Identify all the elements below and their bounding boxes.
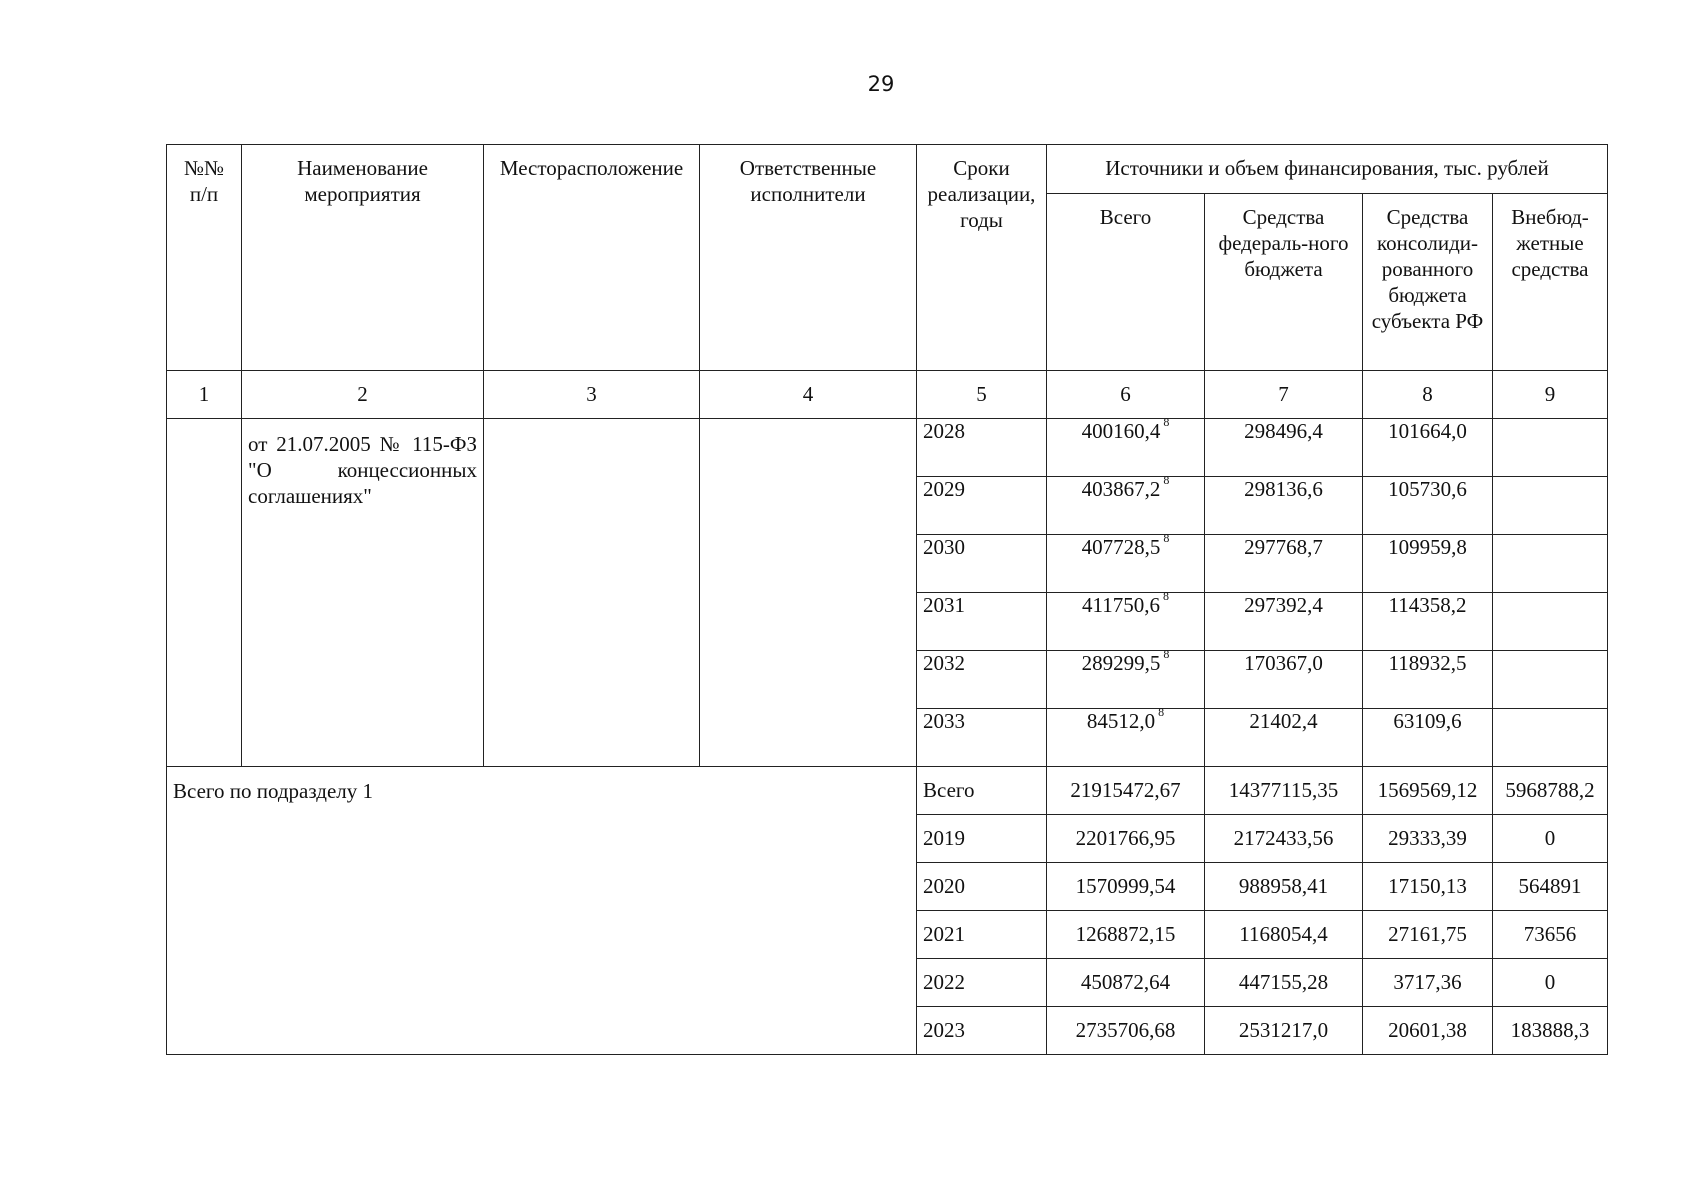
federal-cell: 298496,4: [1205, 419, 1363, 477]
total-cell: 407728,5 $^8$: [1047, 535, 1205, 593]
header-number: №№ п/п: [167, 145, 242, 371]
year-cell: Всего: [917, 767, 1047, 815]
regional-cell: 63109,6: [1363, 709, 1493, 767]
year-cell: 2023: [917, 1007, 1047, 1055]
total-cell: 403867,2 $^8$: [1047, 477, 1205, 535]
header-years: Сроки реализации, годы: [917, 145, 1047, 371]
federal-cell: 2531217,0: [1205, 1007, 1363, 1055]
year-cell: 2031: [917, 593, 1047, 651]
regional-cell: 17150,13: [1363, 863, 1493, 911]
federal-cell: 988958,41: [1205, 863, 1363, 911]
table-row: [167, 419, 1608, 477]
regional-cell: 101664,0: [1363, 419, 1493, 477]
extra-cell: 564891: [1493, 863, 1608, 911]
footnote-mark: 8: [1163, 531, 1170, 545]
federal-cell: 447155,28: [1205, 959, 1363, 1007]
regional-cell: 20601,38: [1363, 1007, 1493, 1055]
total-cell: 21915472,67: [1047, 767, 1205, 815]
footnote-mark: 8: [1158, 705, 1165, 719]
financing-table: [166, 144, 1608, 1055]
header-location: Месторасположение: [484, 145, 700, 371]
regional-cell: 118932,5: [1363, 651, 1493, 709]
extra-cell: [1493, 651, 1608, 709]
extra-cell: [1493, 419, 1608, 477]
extra-cell: 0: [1493, 959, 1608, 1007]
header-extrabudget: Внебюд-жетные средства: [1493, 194, 1608, 371]
regional-cell: 114358,2: [1363, 593, 1493, 651]
total-cell: 1570999,54: [1047, 863, 1205, 911]
year-cell: 2032: [917, 651, 1047, 709]
event-name-cell: от 21.07.2005 № 115-ФЗ "О концессионных соглашениях": [242, 419, 484, 767]
column-number: 5: [917, 371, 1047, 419]
total-cell: 411750,6 $^8$: [1047, 593, 1205, 651]
column-number: 1: [167, 371, 242, 419]
subtotal-label: Всего по подразделу 1: [167, 767, 917, 1055]
extra-cell: [1493, 535, 1608, 593]
extra-cell: 183888,3: [1493, 1007, 1608, 1055]
total-cell: 450872,64: [1047, 959, 1205, 1007]
column-number: 6: [1047, 371, 1205, 419]
federal-cell: 14377115,35: [1205, 767, 1363, 815]
federal-cell: 21402,4: [1205, 709, 1363, 767]
event-number-cell: [167, 419, 242, 767]
subtotal-row: [167, 767, 1608, 815]
footnote-mark: 8: [1163, 647, 1170, 661]
total-cell: 400160,4 $^8$: [1047, 419, 1205, 477]
extra-cell: [1493, 593, 1608, 651]
column-number: 2: [242, 371, 484, 419]
extra-cell: [1493, 709, 1608, 767]
extra-cell: 0: [1493, 815, 1608, 863]
federal-cell: 1168054,4: [1205, 911, 1363, 959]
extra-cell: 73656: [1493, 911, 1608, 959]
regional-cell: 1569569,12: [1363, 767, 1493, 815]
footnote-mark: 8: [1162, 589, 1169, 603]
federal-cell: 2172433,56: [1205, 815, 1363, 863]
column-number: 9: [1493, 371, 1608, 419]
header-regional: Средства консолиди-рованного бюджета субъекта РФ: [1363, 194, 1493, 371]
header-total: Всего: [1047, 194, 1205, 371]
year-cell: 2029: [917, 477, 1047, 535]
header-federal: Средства федераль-ного бюджета: [1205, 194, 1363, 371]
event-location-cell: [484, 419, 700, 767]
column-number: 7: [1205, 371, 1363, 419]
year-cell: 2019: [917, 815, 1047, 863]
total-cell: 84512,0 $^8$: [1047, 709, 1205, 767]
footnote-mark: 8: [1163, 473, 1170, 487]
regional-cell: 3717,36: [1363, 959, 1493, 1007]
federal-cell: 297768,7: [1205, 535, 1363, 593]
header-responsible: Ответственные исполнители: [700, 145, 917, 371]
column-number: 3: [484, 371, 700, 419]
header-event-name: Наименование мероприятия: [242, 145, 484, 371]
footnote-mark: 8: [1163, 415, 1170, 429]
year-cell: 2022: [917, 959, 1047, 1007]
federal-cell: 170367,0: [1205, 651, 1363, 709]
total-cell: 289299,5 $^8$: [1047, 651, 1205, 709]
year-cell: 2021: [917, 911, 1047, 959]
total-cell: 2201766,95: [1047, 815, 1205, 863]
total-cell: 2735706,68: [1047, 1007, 1205, 1055]
extra-cell: [1493, 477, 1608, 535]
column-numbers-row: [167, 371, 1608, 419]
extra-cell: 5968788,2: [1493, 767, 1608, 815]
regional-cell: 105730,6: [1363, 477, 1493, 535]
federal-cell: 298136,6: [1205, 477, 1363, 535]
regional-cell: 109959,8: [1363, 535, 1493, 593]
event-responsible-cell: [700, 419, 917, 767]
year-cell: 2028: [917, 419, 1047, 477]
federal-cell: 297392,4: [1205, 593, 1363, 651]
header-funding-group: Источники и объем финансирования, тыс. рублей: [1047, 145, 1608, 194]
column-number: 4: [700, 371, 917, 419]
page-number: 29: [867, 72, 895, 96]
regional-cell: 27161,75: [1363, 911, 1493, 959]
year-cell: 2030: [917, 535, 1047, 593]
year-cell: 2020: [917, 863, 1047, 911]
column-number: 8: [1363, 371, 1493, 419]
total-cell: 1268872,15: [1047, 911, 1205, 959]
regional-cell: 29333,39: [1363, 815, 1493, 863]
year-cell: 2033: [917, 709, 1047, 767]
